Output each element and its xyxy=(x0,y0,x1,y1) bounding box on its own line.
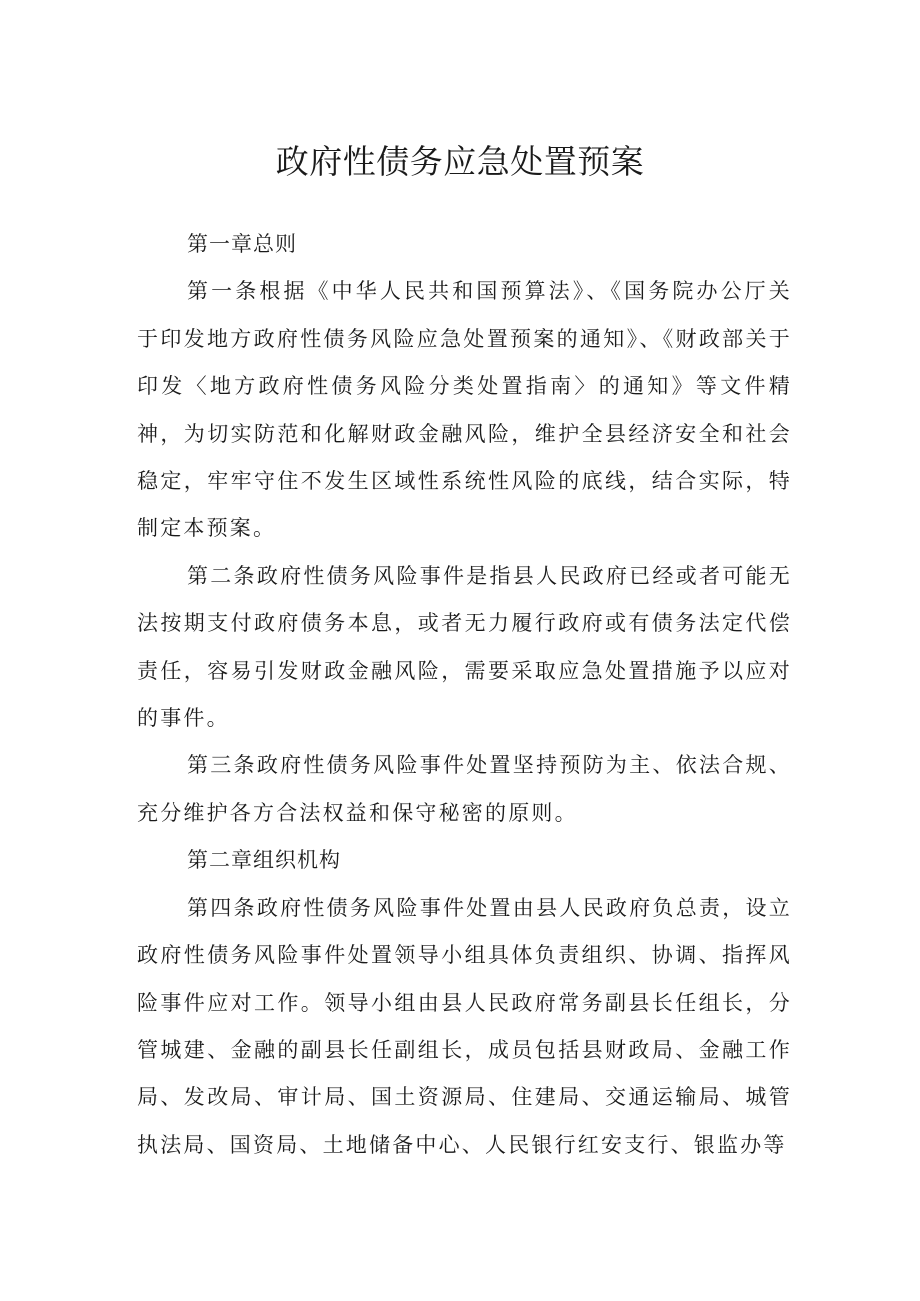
chapter-heading-1: 第一章总则 xyxy=(187,232,297,256)
document-title: 政府性债务应急处置预案 xyxy=(275,142,645,181)
article-1: 第一条根据《中华人民共和国预算法》、《国务院办公厅关于印发地方政府性债务风险应急处置预案的通知》、《财政部关于印发〈地方政府性债务风险分类处置指南〉的通知》等文件精神，为切实防范和化解财政金融风险，维护全县经济安全和社会稳定，牢牢守住不发生区域性系统性风险的底线，结合实际，特制定本预案。 xyxy=(137,279,792,541)
chapter-heading-2: 第二章组织机构 xyxy=(187,848,341,873)
article-2: 第二条政府性债务风险事件是指县人民政府已经或者可能无法按期支付政府债务本息，或者无力履行政府或有债务法定代偿责任，容易引发财政金融风险，需要采取应急处置措施予以应对的事件。 xyxy=(137,563,792,731)
document-body xyxy=(137,221,792,1169)
article-3: 第三条政府性债务风险事件处置坚持预防为主、依法合规、充分维护各方合法权益和保守秘密的原则。 xyxy=(137,753,792,825)
article-4: 第四条政府性债务风险事件处置由县人民政府负总责，设立政府性债务风险事件处置领导小组具体负责组织、协调、指挥风险事件应对工作。领导小组由县人民政府常务副县长任组长，分管城建、金融的副县长任副组长，成员包括县财政局、金融工作局、发改局、审计局、国土资源局、住建局、交通运输局、城管执法局、国资局、土地储备中心、人民银行红安支行、银监办等 xyxy=(137,895,792,1157)
